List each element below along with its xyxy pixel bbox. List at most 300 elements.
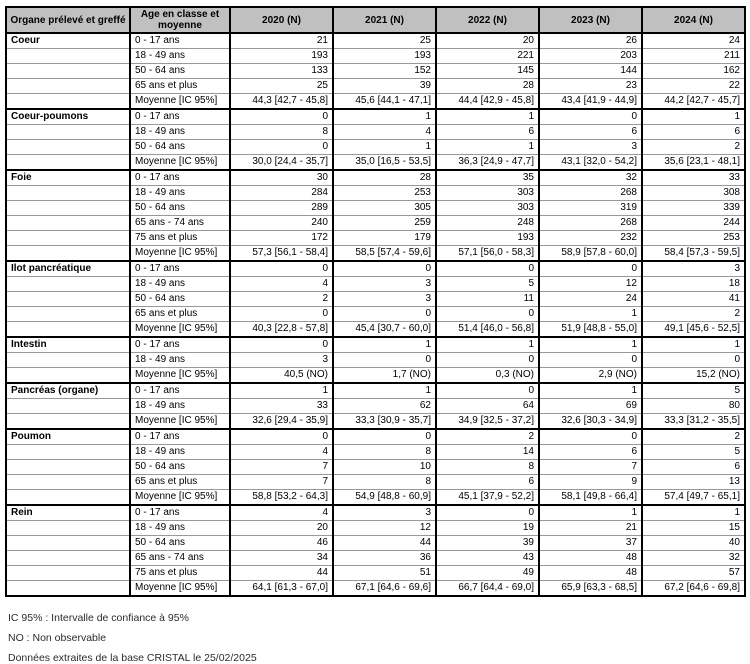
value-cell: 0 xyxy=(642,353,745,368)
value-cell: 5 xyxy=(642,383,745,399)
table-row xyxy=(6,277,745,292)
value-cell: 4 xyxy=(333,125,436,140)
organ-cell xyxy=(6,566,130,581)
value-cell: 12 xyxy=(539,277,642,292)
value-cell: 319 xyxy=(539,201,642,216)
value-cell: 0 xyxy=(230,140,333,155)
value-cell: 64,1 [61,3 - 67,0] xyxy=(230,581,333,597)
value-cell: 7 xyxy=(230,460,333,475)
value-cell: 305 xyxy=(333,201,436,216)
value-cell: 0 xyxy=(333,429,436,445)
value-cell: 44 xyxy=(230,566,333,581)
value-cell: 2,9 (NO) xyxy=(539,368,642,384)
value-cell: 0 xyxy=(436,383,539,399)
value-cell: 49 xyxy=(436,566,539,581)
organ-cell xyxy=(6,216,130,231)
value-cell: 44,4 [42,9 - 45,8] xyxy=(436,94,539,110)
age-cell: 50 - 64 ans xyxy=(130,460,230,475)
table-row xyxy=(6,383,745,399)
footnotes xyxy=(5,612,745,664)
value-cell: 2 xyxy=(642,140,745,155)
value-cell: 25 xyxy=(333,33,436,49)
value-cell: 35,0 [16,5 - 53,5] xyxy=(333,155,436,171)
value-cell: 58,4 [57,3 - 59,5] xyxy=(642,246,745,262)
value-cell: 28 xyxy=(436,79,539,94)
table-row xyxy=(6,170,745,186)
value-cell: 0 xyxy=(539,353,642,368)
table-row xyxy=(6,460,745,475)
value-cell: 2 xyxy=(230,292,333,307)
value-cell: 193 xyxy=(436,231,539,246)
value-cell: 24 xyxy=(642,33,745,49)
value-cell: 35,6 [23,1 - 48,1] xyxy=(642,155,745,171)
value-cell: 28 xyxy=(333,170,436,186)
value-cell: 1 xyxy=(230,383,333,399)
age-cell: 0 - 17 ans xyxy=(130,170,230,186)
footnote-no: NO : Non observable xyxy=(8,632,107,644)
value-cell: 69 xyxy=(539,399,642,414)
value-cell: 0 xyxy=(539,109,642,125)
organ-cell xyxy=(6,475,130,490)
organ-cell xyxy=(6,581,130,597)
value-cell: 19 xyxy=(436,521,539,536)
value-cell: 44 xyxy=(333,536,436,551)
column-header-6: 2024 (N) xyxy=(642,7,745,33)
value-cell: 3 xyxy=(333,277,436,292)
value-cell: 240 xyxy=(230,216,333,231)
value-cell: 5 xyxy=(436,277,539,292)
table-row xyxy=(6,521,745,536)
value-cell: 289 xyxy=(230,201,333,216)
value-cell: 41 xyxy=(642,292,745,307)
value-cell: 57,1 [56,0 - 58,3] xyxy=(436,246,539,262)
value-cell: 1 xyxy=(436,109,539,125)
table-row xyxy=(6,566,745,581)
table-row xyxy=(6,337,745,353)
organ-cell xyxy=(6,94,130,110)
value-cell: 0 xyxy=(333,307,436,322)
value-cell: 32 xyxy=(642,551,745,566)
value-cell: 0 xyxy=(230,261,333,277)
value-cell: 268 xyxy=(539,186,642,201)
value-cell: 3 xyxy=(230,353,333,368)
value-cell: 54,9 [48,8 - 60,9] xyxy=(333,490,436,506)
value-cell: 7 xyxy=(539,460,642,475)
value-cell: 36,3 [24,9 - 47,7] xyxy=(436,155,539,171)
organ-cell xyxy=(6,368,130,384)
value-cell: 14 xyxy=(436,445,539,460)
value-cell: 10 xyxy=(333,460,436,475)
value-cell: 133 xyxy=(230,64,333,79)
value-cell: 0 xyxy=(333,353,436,368)
value-cell: 1 xyxy=(333,383,436,399)
footnote-source: Données extraites de la base CRISTAL le 25/02/2025 xyxy=(8,652,257,664)
value-cell: 36 xyxy=(333,551,436,566)
value-cell: 65,9 [63,3 - 68,5] xyxy=(539,581,642,597)
table-row xyxy=(6,429,745,445)
table-row xyxy=(6,414,745,430)
value-cell: 284 xyxy=(230,186,333,201)
value-cell: 0 xyxy=(333,261,436,277)
table-row xyxy=(6,353,745,368)
value-cell: 40,5 (NO) xyxy=(230,368,333,384)
age-cell: Moyenne [IC 95%] xyxy=(130,581,230,597)
age-cell: 0 - 17 ans xyxy=(130,33,230,49)
value-cell: 1 xyxy=(642,505,745,521)
value-cell: 339 xyxy=(642,201,745,216)
value-cell: 1 xyxy=(539,383,642,399)
value-cell: 30 xyxy=(230,170,333,186)
organ-cell xyxy=(6,307,130,322)
value-cell: 40,3 [22,8 - 57,8] xyxy=(230,322,333,338)
column-header-1: Age en classe et moyenne xyxy=(130,7,230,33)
organ-cell xyxy=(6,353,130,368)
value-cell: 8 xyxy=(333,475,436,490)
value-cell: 33 xyxy=(230,399,333,414)
value-cell: 45,4 [30,7 - 60,0] xyxy=(333,322,436,338)
table-row xyxy=(6,368,745,384)
organ-cell: Pancréas (organe) xyxy=(6,383,130,399)
table-row xyxy=(6,216,745,231)
table-row xyxy=(6,322,745,338)
age-cell: Moyenne [IC 95%] xyxy=(130,246,230,262)
column-header-5: 2023 (N) xyxy=(539,7,642,33)
age-cell: 65 ans et plus xyxy=(130,307,230,322)
organ-cell xyxy=(6,490,130,506)
value-cell: 33 xyxy=(642,170,745,186)
table-body xyxy=(6,33,745,596)
value-cell: 32,6 [29,4 - 35,9] xyxy=(230,414,333,430)
value-cell: 48 xyxy=(539,566,642,581)
value-cell: 32 xyxy=(539,170,642,186)
value-cell: 193 xyxy=(333,49,436,64)
value-cell: 15 xyxy=(642,521,745,536)
value-cell: 4 xyxy=(230,445,333,460)
value-cell: 0 xyxy=(436,261,539,277)
value-cell: 22 xyxy=(642,79,745,94)
organ-cell: Coeur xyxy=(6,33,130,49)
value-cell: 49,1 [45,6 - 52,5] xyxy=(642,322,745,338)
value-cell: 193 xyxy=(230,49,333,64)
value-cell: 0 xyxy=(230,109,333,125)
value-cell: 268 xyxy=(539,216,642,231)
age-cell: 18 - 49 ans xyxy=(130,353,230,368)
value-cell: 37 xyxy=(539,536,642,551)
value-cell: 43,4 [41,9 - 44,9] xyxy=(539,94,642,110)
value-cell: 13 xyxy=(642,475,745,490)
value-cell: 51 xyxy=(333,566,436,581)
value-cell: 5 xyxy=(642,445,745,460)
value-cell: 3 xyxy=(333,292,436,307)
value-cell: 303 xyxy=(436,186,539,201)
table-row xyxy=(6,109,745,125)
organ-cell xyxy=(6,399,130,414)
column-header-2: 2020 (N) xyxy=(230,7,333,33)
organ-cell xyxy=(6,414,130,430)
age-cell: 0 - 17 ans xyxy=(130,109,230,125)
value-cell: 1,7 (NO) xyxy=(333,368,436,384)
value-cell: 259 xyxy=(333,216,436,231)
age-cell: 50 - 64 ans xyxy=(130,536,230,551)
value-cell: 1 xyxy=(333,337,436,353)
value-cell: 1 xyxy=(333,140,436,155)
value-cell: 0 xyxy=(230,429,333,445)
value-cell: 39 xyxy=(436,536,539,551)
value-cell: 7 xyxy=(230,475,333,490)
transplant-age-table xyxy=(5,6,746,597)
value-cell: 3 xyxy=(539,140,642,155)
value-cell: 30,0 [24,4 - 35,7] xyxy=(230,155,333,171)
value-cell: 211 xyxy=(642,49,745,64)
organ-cell xyxy=(6,246,130,262)
value-cell: 2 xyxy=(642,307,745,322)
value-cell: 57,3 [56,1 - 58,4] xyxy=(230,246,333,262)
value-cell: 48 xyxy=(539,551,642,566)
value-cell: 3 xyxy=(333,505,436,521)
value-cell: 18 xyxy=(642,277,745,292)
value-cell: 6 xyxy=(436,475,539,490)
value-cell: 0 xyxy=(539,429,642,445)
table-row xyxy=(6,445,745,460)
age-cell: 50 - 64 ans xyxy=(130,140,230,155)
value-cell: 35 xyxy=(436,170,539,186)
table-row xyxy=(6,140,745,155)
table-row xyxy=(6,94,745,110)
value-cell: 34 xyxy=(230,551,333,566)
age-cell: Moyenne [IC 95%] xyxy=(130,414,230,430)
age-cell: 18 - 49 ans xyxy=(130,399,230,414)
value-cell: 66,7 [64,4 - 69,0] xyxy=(436,581,539,597)
value-cell: 0 xyxy=(436,307,539,322)
value-cell: 253 xyxy=(642,231,745,246)
value-cell: 2 xyxy=(436,429,539,445)
age-cell: 18 - 49 ans xyxy=(130,445,230,460)
organ-cell xyxy=(6,551,130,566)
value-cell: 46 xyxy=(230,536,333,551)
value-cell: 34,9 [32,5 - 37,2] xyxy=(436,414,539,430)
value-cell: 145 xyxy=(436,64,539,79)
value-cell: 24 xyxy=(539,292,642,307)
value-cell: 248 xyxy=(436,216,539,231)
value-cell: 51,9 [48,8 - 55,0] xyxy=(539,322,642,338)
value-cell: 45,1 [37,9 - 52,2] xyxy=(436,490,539,506)
age-cell: 65 ans et plus xyxy=(130,475,230,490)
organ-cell: Ilot pancréatique xyxy=(6,261,130,277)
value-cell: 8 xyxy=(436,460,539,475)
organ-cell xyxy=(6,155,130,171)
value-cell: 20 xyxy=(230,521,333,536)
value-cell: 21 xyxy=(230,33,333,49)
value-cell: 64 xyxy=(436,399,539,414)
table-row xyxy=(6,64,745,79)
value-cell: 45,6 [44,1 - 47,1] xyxy=(333,94,436,110)
age-cell: 18 - 49 ans xyxy=(130,186,230,201)
value-cell: 308 xyxy=(642,186,745,201)
value-cell: 32,6 [30,3 - 34,9] xyxy=(539,414,642,430)
value-cell: 26 xyxy=(539,33,642,49)
organ-cell xyxy=(6,445,130,460)
value-cell: 0,3 (NO) xyxy=(436,368,539,384)
value-cell: 21 xyxy=(539,521,642,536)
table-row xyxy=(6,79,745,94)
value-cell: 43 xyxy=(436,551,539,566)
value-cell: 1 xyxy=(642,337,745,353)
organ-cell xyxy=(6,231,130,246)
value-cell: 203 xyxy=(539,49,642,64)
value-cell: 6 xyxy=(642,460,745,475)
table-row xyxy=(6,505,745,521)
organ-cell xyxy=(6,460,130,475)
organ-cell xyxy=(6,125,130,140)
age-cell: 18 - 49 ans xyxy=(130,49,230,64)
value-cell: 1 xyxy=(436,337,539,353)
table-row xyxy=(6,155,745,171)
value-cell: 1 xyxy=(539,307,642,322)
value-cell: 1 xyxy=(539,337,642,353)
value-cell: 1 xyxy=(539,505,642,521)
value-cell: 1 xyxy=(436,140,539,155)
table-row xyxy=(6,231,745,246)
table-header-row xyxy=(6,7,745,33)
age-cell: Moyenne [IC 95%] xyxy=(130,155,230,171)
value-cell: 57,4 [49,7 - 65,1] xyxy=(642,490,745,506)
organ-cell xyxy=(6,292,130,307)
value-cell: 0 xyxy=(230,307,333,322)
value-cell: 232 xyxy=(539,231,642,246)
age-cell: 65 ans - 74 ans xyxy=(130,551,230,566)
value-cell: 244 xyxy=(642,216,745,231)
value-cell: 67,2 [64,6 - 69,8] xyxy=(642,581,745,597)
value-cell: 23 xyxy=(539,79,642,94)
table-row xyxy=(6,490,745,506)
table-row xyxy=(6,186,745,201)
age-cell: 0 - 17 ans xyxy=(130,505,230,521)
age-cell: 65 ans et plus xyxy=(130,79,230,94)
table-row xyxy=(6,49,745,64)
value-cell: 162 xyxy=(642,64,745,79)
value-cell: 58,8 [53,2 - 64,3] xyxy=(230,490,333,506)
value-cell: 51,4 [46,0 - 56,8] xyxy=(436,322,539,338)
value-cell: 172 xyxy=(230,231,333,246)
age-cell: 18 - 49 ans xyxy=(130,277,230,292)
table-row xyxy=(6,201,745,216)
organ-cell: Foie xyxy=(6,170,130,186)
organ-cell xyxy=(6,277,130,292)
organ-cell: Coeur-poumons xyxy=(6,109,130,125)
value-cell: 67,1 [64,6 - 69,6] xyxy=(333,581,436,597)
table-row xyxy=(6,292,745,307)
age-cell: 18 - 49 ans xyxy=(130,521,230,536)
column-header-0: Organe prélevé et greffé xyxy=(6,7,130,33)
value-cell: 253 xyxy=(333,186,436,201)
value-cell: 6 xyxy=(642,125,745,140)
age-cell: Moyenne [IC 95%] xyxy=(130,490,230,506)
value-cell: 144 xyxy=(539,64,642,79)
value-cell: 40 xyxy=(642,536,745,551)
table-row xyxy=(6,246,745,262)
table-header xyxy=(6,7,745,33)
value-cell: 12 xyxy=(333,521,436,536)
age-cell: Moyenne [IC 95%] xyxy=(130,322,230,338)
organ-cell xyxy=(6,536,130,551)
table-row xyxy=(6,261,745,277)
value-cell: 44,2 [42,7 - 45,7] xyxy=(642,94,745,110)
value-cell: 303 xyxy=(436,201,539,216)
value-cell: 8 xyxy=(230,125,333,140)
value-cell: 0 xyxy=(436,505,539,521)
value-cell: 62 xyxy=(333,399,436,414)
age-cell: 75 ans et plus xyxy=(130,231,230,246)
table-row xyxy=(6,551,745,566)
value-cell: 33,3 [31,2 - 35,5] xyxy=(642,414,745,430)
value-cell: 221 xyxy=(436,49,539,64)
age-cell: 0 - 17 ans xyxy=(130,383,230,399)
value-cell: 6 xyxy=(539,445,642,460)
table-row xyxy=(6,399,745,414)
value-cell: 44,3 [42,7 - 45,8] xyxy=(230,94,333,110)
value-cell: 0 xyxy=(539,261,642,277)
value-cell: 20 xyxy=(436,33,539,49)
table-row xyxy=(6,33,745,49)
organ-cell xyxy=(6,186,130,201)
value-cell: 43,1 [32,0 - 54,2] xyxy=(539,155,642,171)
organ-cell xyxy=(6,521,130,536)
value-cell: 57 xyxy=(642,566,745,581)
age-cell: 0 - 17 ans xyxy=(130,337,230,353)
table-row xyxy=(6,125,745,140)
value-cell: 25 xyxy=(230,79,333,94)
value-cell: 33,3 [30,9 - 35,7] xyxy=(333,414,436,430)
footnote-ic95: IC 95% : Intervalle de confiance à 95% xyxy=(8,612,189,624)
value-cell: 0 xyxy=(436,353,539,368)
value-cell: 0 xyxy=(230,337,333,353)
column-header-4: 2022 (N) xyxy=(436,7,539,33)
age-cell: 50 - 64 ans xyxy=(130,292,230,307)
value-cell: 11 xyxy=(436,292,539,307)
organ-cell xyxy=(6,201,130,216)
value-cell: 6 xyxy=(436,125,539,140)
value-cell: 4 xyxy=(230,505,333,521)
value-cell: 4 xyxy=(230,277,333,292)
value-cell: 58,1 [49,8 - 66,4] xyxy=(539,490,642,506)
age-cell: 65 ans - 74 ans xyxy=(130,216,230,231)
table-row xyxy=(6,307,745,322)
value-cell: 152 xyxy=(333,64,436,79)
table-row xyxy=(6,581,745,597)
age-cell: 18 - 49 ans xyxy=(130,125,230,140)
value-cell: 15,2 (NO) xyxy=(642,368,745,384)
organ-cell xyxy=(6,64,130,79)
organ-cell xyxy=(6,49,130,64)
age-cell: 0 - 17 ans xyxy=(130,429,230,445)
organ-cell xyxy=(6,140,130,155)
age-cell: Moyenne [IC 95%] xyxy=(130,368,230,384)
table-row xyxy=(6,475,745,490)
table-row xyxy=(6,536,745,551)
organ-cell: Poumon xyxy=(6,429,130,445)
value-cell: 58,5 [57,4 - 59,6] xyxy=(333,246,436,262)
value-cell: 2 xyxy=(642,429,745,445)
value-cell: 179 xyxy=(333,231,436,246)
value-cell: 6 xyxy=(539,125,642,140)
organ-cell xyxy=(6,79,130,94)
column-header-3: 2021 (N) xyxy=(333,7,436,33)
organ-cell: Rein xyxy=(6,505,130,521)
value-cell: 58,9 [57,8 - 60,0] xyxy=(539,246,642,262)
value-cell: 1 xyxy=(333,109,436,125)
age-cell: 0 - 17 ans xyxy=(130,261,230,277)
age-cell: 50 - 64 ans xyxy=(130,64,230,79)
